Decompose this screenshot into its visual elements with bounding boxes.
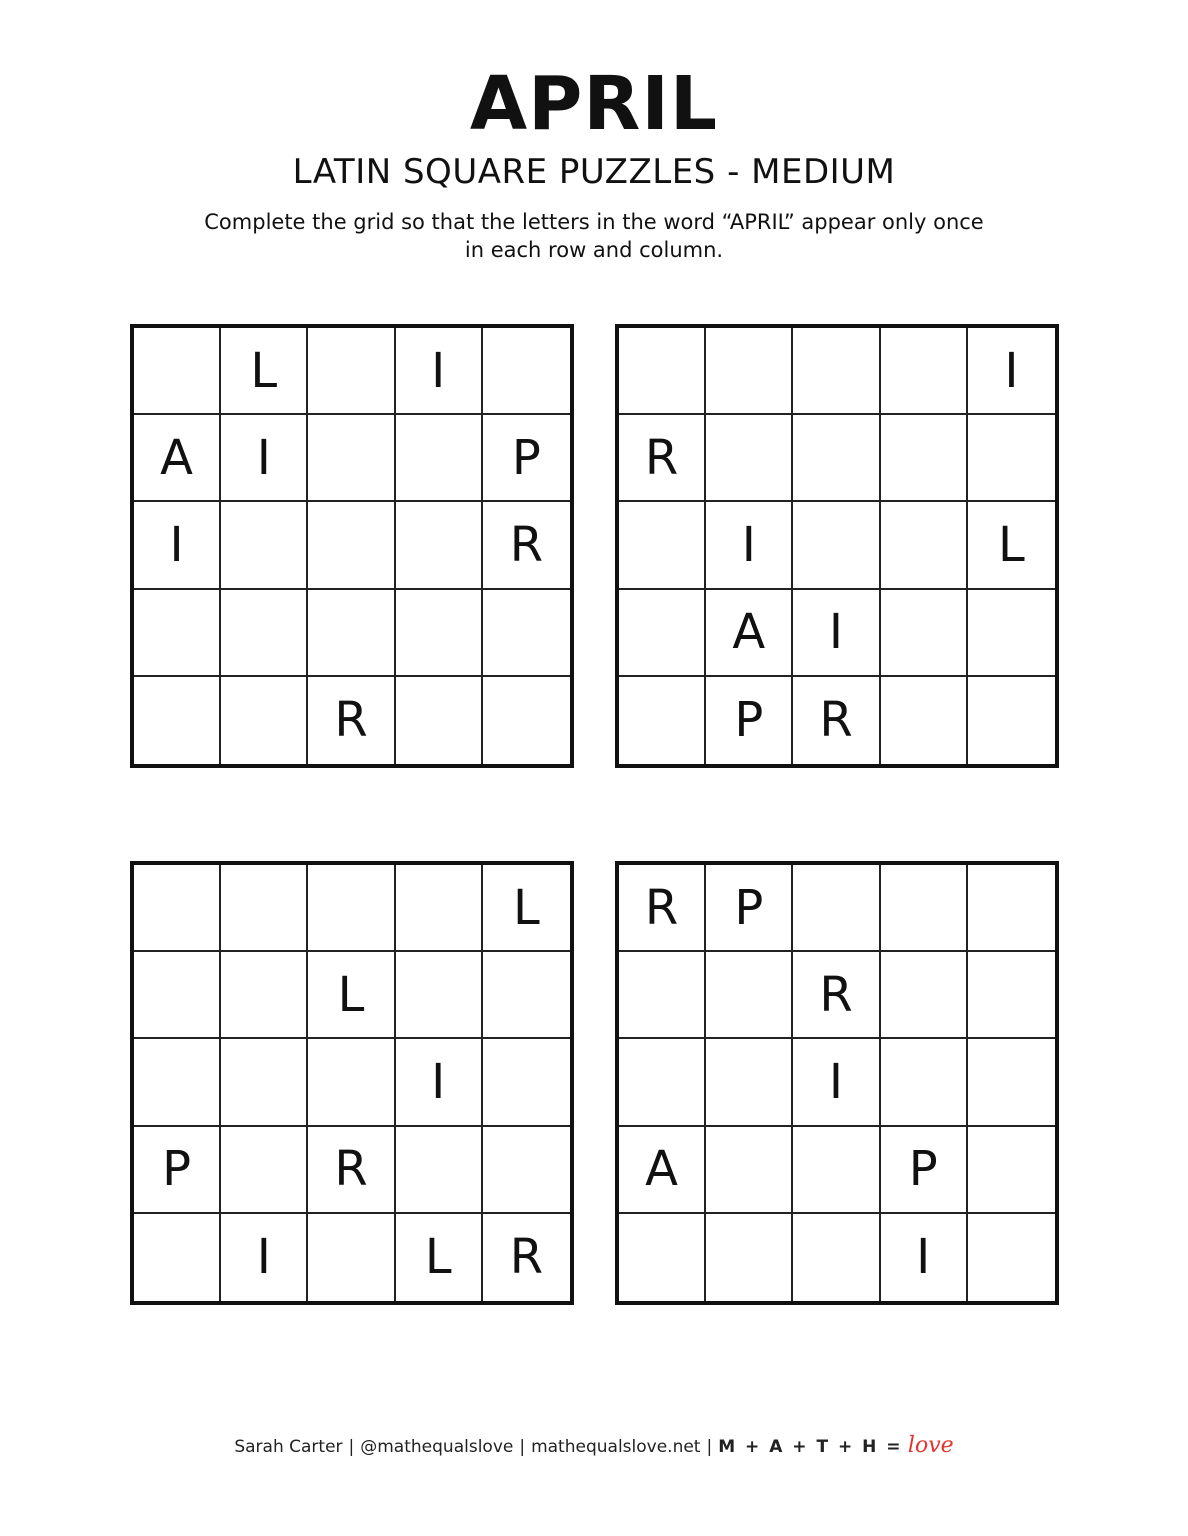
grid-cell: L: [483, 865, 570, 952]
grid-cell: [396, 865, 483, 952]
grid-cell: [221, 677, 308, 764]
instructions: [0, 208, 1188, 264]
footer: [0, 1432, 1188, 1461]
grid-cell: L: [396, 1214, 483, 1301]
footer-separator: |: [706, 1437, 713, 1457]
footer-brand-love: love: [907, 1433, 954, 1458]
grid-cell: L: [308, 952, 395, 1039]
grid-cell: L: [968, 502, 1055, 589]
grid-cell: [308, 328, 395, 415]
grid-cell: [881, 502, 968, 589]
grid-cell: [706, 952, 793, 1039]
grid-cell: [483, 677, 570, 764]
grid-cell: I: [396, 1039, 483, 1126]
grid-cell: R: [619, 415, 706, 502]
puzzle-grid-4: [615, 861, 1059, 1305]
grid-cell: I: [134, 502, 221, 589]
grid-cell: I: [968, 328, 1055, 415]
grid-cell: [396, 677, 483, 764]
grid-cell: [134, 677, 221, 764]
grid-cell: I: [396, 328, 483, 415]
grid-cell: [968, 1127, 1055, 1214]
grid-cell: R: [308, 677, 395, 764]
grid-cell: [793, 502, 880, 589]
grid-cell: [881, 865, 968, 952]
grid-cell: [483, 590, 570, 677]
grid-cell: R: [308, 1127, 395, 1214]
grid-cell: [221, 502, 308, 589]
grid-cell: I: [706, 502, 793, 589]
grid-cell: [221, 1039, 308, 1126]
grid-cell: P: [134, 1127, 221, 1214]
grid-cell: I: [793, 1039, 880, 1126]
grid-cell: [619, 502, 706, 589]
grid-cell: I: [221, 415, 308, 502]
grid-cell: R: [509, 1229, 544, 1286]
grid-cell: R: [483, 502, 570, 589]
grid-cell: R: [619, 865, 706, 952]
grid-cell: [396, 952, 483, 1039]
puzzle-grid-1: [130, 324, 574, 768]
grid-cell: A: [706, 590, 793, 677]
grid-cell: [308, 1039, 395, 1126]
grid-cell: [968, 590, 1055, 677]
grid-cell: [396, 415, 483, 502]
grid-cell: [706, 1039, 793, 1126]
grid-cell: [619, 328, 706, 415]
grid-cell: [619, 677, 706, 764]
grid-cell: [881, 590, 968, 677]
grid-cell: [308, 1214, 395, 1301]
grid-cell: I: [881, 1214, 968, 1301]
grid-cell: [619, 952, 706, 1039]
footer-website[interactable]: mathequalslove.net: [531, 1437, 701, 1457]
grid-cell: [308, 502, 395, 589]
grid-cell: P: [706, 865, 793, 952]
footer-separator: |: [348, 1437, 355, 1457]
grid-cell: [619, 1214, 706, 1301]
footer-separator: |: [519, 1437, 526, 1457]
grid-cell: [134, 1039, 221, 1126]
grid-cell: [968, 952, 1055, 1039]
grid-cell: [483, 1039, 570, 1126]
grid-cell: [968, 865, 1055, 952]
grid-cell: [793, 328, 880, 415]
grid-cell: [134, 1214, 221, 1301]
grid-cell: [221, 865, 308, 952]
grid-cell: [619, 590, 706, 677]
grid-cell: [881, 415, 968, 502]
grid-cell: [308, 590, 395, 677]
grid-cell: P: [706, 677, 793, 764]
grid-cell: [396, 590, 483, 677]
grid-cell: P: [881, 1127, 968, 1214]
grid-cell: [706, 1214, 793, 1301]
grid-cell: R: [793, 952, 880, 1039]
footer-handle[interactable]: @mathequalslove: [360, 1437, 514, 1457]
grid-cell: [134, 590, 221, 677]
puzzle-grid-3: [130, 861, 574, 1305]
grid-cell: [483, 952, 570, 1039]
grid-cell: [881, 677, 968, 764]
grid-cell: R: [793, 677, 880, 764]
grid-cell: L: [221, 328, 308, 415]
grid-cell: [706, 328, 793, 415]
grid-cell: P: [483, 415, 570, 502]
grid-cell: [221, 590, 308, 677]
grid-cell: A: [134, 415, 221, 502]
grid-cell: [483, 1127, 570, 1214]
grid-cell: [396, 502, 483, 589]
grid-cell: I: [793, 590, 880, 677]
page-subtitle: LATIN SQUARE PUZZLES - MEDIUM: [292, 152, 896, 192]
instructions-line-2: in each row and column.: [464, 238, 724, 262]
grid-cell: [968, 677, 1055, 764]
grid-cell: [706, 1127, 793, 1214]
grid-cell: [396, 1127, 483, 1214]
footer-author: Sarah Carter: [234, 1437, 343, 1457]
grid-cell: [968, 1039, 1055, 1126]
grid-cell: [483, 328, 570, 415]
grid-cell: A: [619, 1127, 706, 1214]
grid-cell: [793, 1127, 880, 1214]
page-title: APRIL: [469, 61, 719, 147]
grid-cell: [134, 865, 221, 952]
grid-cell: I: [221, 1214, 308, 1301]
grid-cell: [793, 415, 880, 502]
grid-cell: [134, 952, 221, 1039]
grid-cell: [308, 865, 395, 952]
grid-cell: [221, 1127, 308, 1214]
grid-cell: [619, 1039, 706, 1126]
grid-cell: [308, 415, 395, 502]
grid-cell: [793, 865, 880, 952]
puzzle-grid-2: [615, 324, 1059, 768]
grid-cell: [881, 328, 968, 415]
grid-cell: [881, 1039, 968, 1126]
grid-cell: [793, 1214, 880, 1301]
grid-cell: [968, 1214, 1055, 1301]
grid-cell: [134, 328, 221, 415]
grid-cell: [881, 952, 968, 1039]
grid-cell: [968, 415, 1055, 502]
grid-cell: [706, 415, 793, 502]
instructions-line-1: Complete the grid so that the letters in the word “APRIL” appear only once: [204, 210, 984, 234]
grid-cell: [221, 952, 308, 1039]
footer-brand: M + A + T + H =: [718, 1437, 903, 1457]
